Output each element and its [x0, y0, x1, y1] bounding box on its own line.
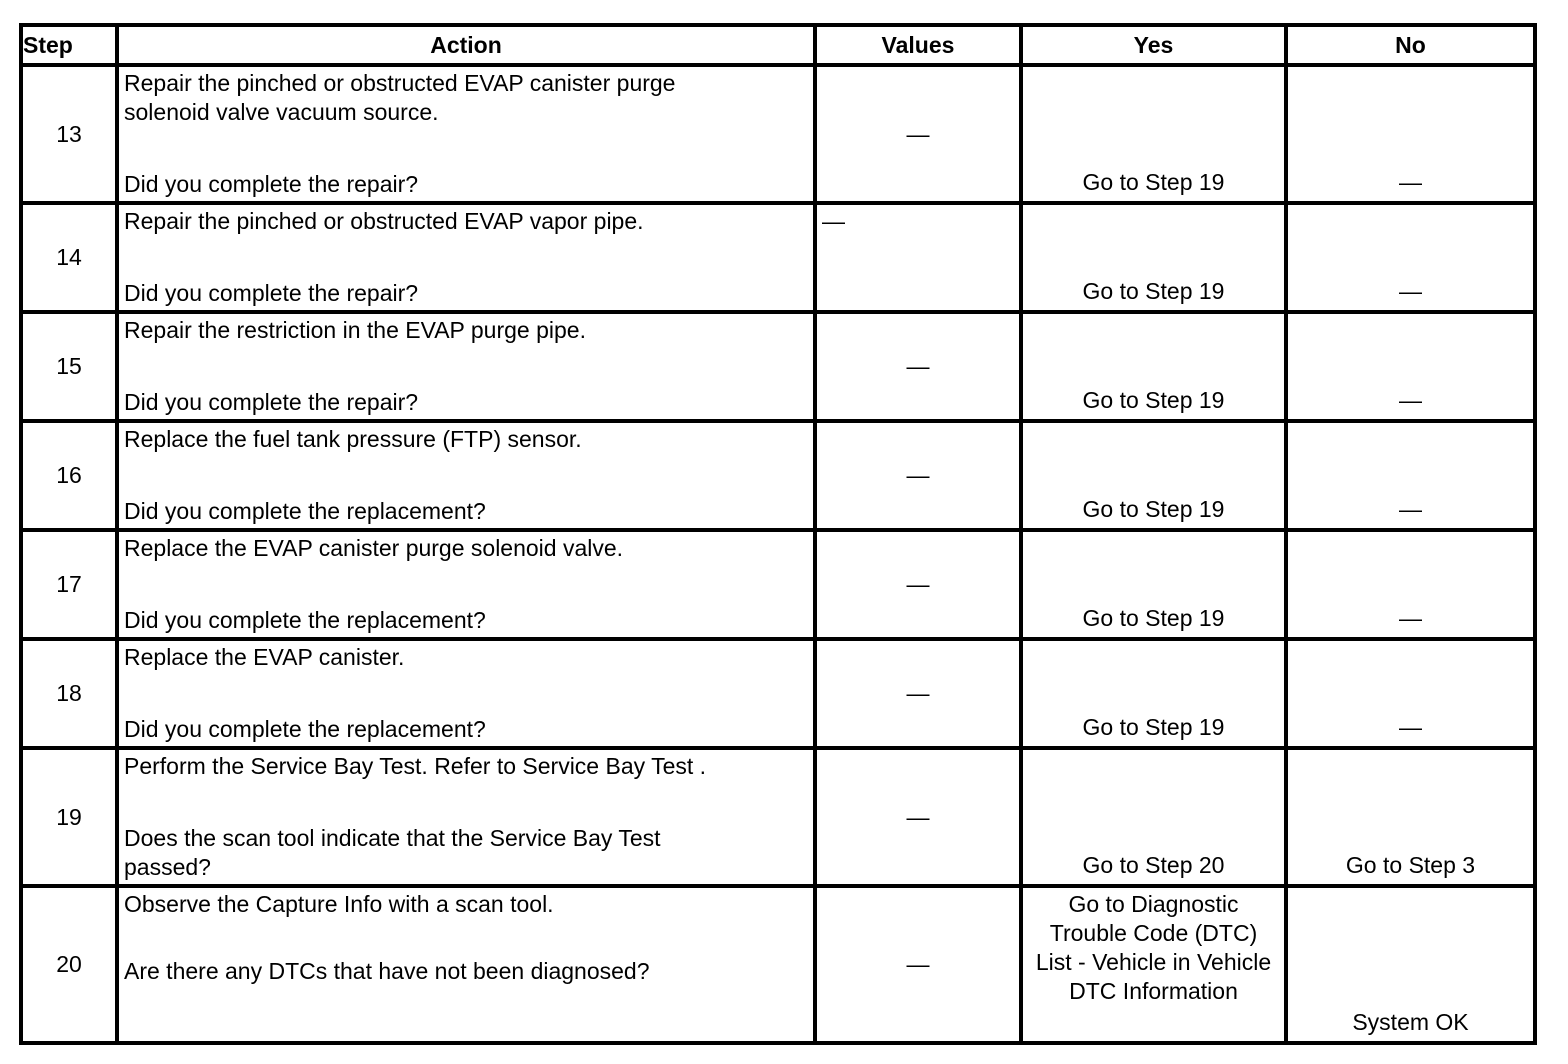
table-row [21, 421, 1535, 530]
no-cell [1286, 421, 1535, 530]
yes-cell [1021, 312, 1286, 421]
step-number: 15 [21, 312, 117, 421]
yes-cell [1021, 748, 1286, 886]
action-text: Replace the fuel tank pressure (FTP) sensor. [124, 426, 582, 452]
yes-link[interactable]: Go to Step 19 [1082, 605, 1225, 631]
yes-link[interactable]: Go to Step 19 [1082, 387, 1225, 413]
no-cell [1286, 312, 1535, 421]
table-row [21, 312, 1535, 421]
no-cell [1286, 748, 1535, 886]
yes-link[interactable]: Go to Diagnostic Trouble Code (DTC) List - Vehicle in Vehicle DTC Information [1035, 891, 1272, 1004]
no-text: System OK [1352, 1009, 1469, 1035]
table-row [21, 530, 1535, 639]
step-number: 14 [21, 203, 117, 312]
header-action: Action [117, 25, 815, 65]
action-question: Did you complete the replacement? [124, 607, 486, 633]
no-cell [1286, 65, 1535, 203]
action-text: Repair the pinched or obstructed EVAP vapor pipe. [124, 208, 644, 234]
action-cell [117, 886, 815, 1043]
action-text: Replace the EVAP canister purge solenoid valve. [124, 535, 624, 561]
step-number: 19 [21, 748, 117, 886]
no-text: — [1399, 169, 1422, 195]
yes-cell [1021, 639, 1286, 748]
action-cell [117, 312, 815, 421]
no-text: — [1399, 496, 1422, 522]
header-step: Step [21, 25, 117, 65]
no-text: — [1399, 278, 1422, 304]
header-values: Values [815, 25, 1021, 65]
no-cell [1286, 203, 1535, 312]
no-cell [1286, 530, 1535, 639]
action-cell [117, 65, 815, 203]
action-question: Did you complete the repair? [124, 389, 419, 415]
table-row [21, 65, 1535, 203]
action-cell [117, 530, 815, 639]
header-row [21, 25, 1535, 65]
action-text: Repair the restriction in the EVAP purge pipe. [124, 317, 586, 343]
action-question: Does the scan tool indicate that the Service Bay Test passed? [124, 825, 661, 880]
action-cell [117, 421, 815, 530]
table-row [21, 886, 1535, 1043]
action-text: Repair the pinched or obstructed EVAP canister purge solenoid valve vacuum source. [124, 70, 676, 125]
values-cell: — [815, 312, 1021, 421]
yes-cell [1021, 65, 1286, 203]
action-cell [117, 639, 815, 748]
action-question: Did you complete the repair? [124, 280, 419, 306]
step-number: 13 [21, 65, 117, 203]
action-question: Did you complete the replacement? [124, 716, 486, 742]
step-number: 20 [21, 886, 117, 1043]
yes-cell [1021, 421, 1286, 530]
table-row [21, 203, 1535, 312]
table-row [21, 748, 1535, 886]
values-cell: — [815, 65, 1021, 203]
values-cell: — [815, 886, 1021, 1043]
action-cell [117, 748, 815, 886]
no-text: — [1399, 605, 1422, 631]
table-row [21, 639, 1535, 748]
step-number: 16 [21, 421, 117, 530]
yes-cell [1021, 886, 1286, 1043]
no-text: — [1399, 714, 1422, 740]
header-yes: Yes [1021, 25, 1286, 65]
action-question: Did you complete the repair? [124, 171, 419, 197]
header-no: No [1286, 25, 1535, 65]
no-cell [1286, 886, 1535, 1043]
action-text: Replace the EVAP canister. [124, 644, 405, 670]
no-text: — [1399, 387, 1422, 413]
no-cell [1286, 639, 1535, 748]
action-question: Are there any DTCs that have not been diagnosed? [124, 958, 650, 984]
diagnostic-table [19, 23, 1537, 1045]
action-text: Perform the Service Bay Test. Refer to Service Bay Test . [124, 753, 707, 779]
action-cell [117, 203, 815, 312]
values-cell: — [815, 421, 1021, 530]
yes-link[interactable]: Go to Step 19 [1082, 714, 1225, 740]
step-number: 17 [21, 530, 117, 639]
yes-link[interactable]: Go to Step 19 [1082, 496, 1225, 522]
yes-cell [1021, 530, 1286, 639]
action-question: Did you complete the replacement? [124, 498, 486, 524]
values-cell: — [815, 639, 1021, 748]
yes-cell [1021, 203, 1286, 312]
values-cell: — [815, 748, 1021, 886]
action-text: Observe the Capture Info with a scan tool. [124, 891, 554, 917]
yes-link[interactable]: Go to Step 20 [1082, 852, 1225, 878]
step-number: 18 [21, 639, 117, 748]
values-cell: — [815, 203, 1021, 312]
values-cell: — [815, 530, 1021, 639]
no-link[interactable]: Go to Step 3 [1345, 852, 1476, 878]
yes-link[interactable]: Go to Step 19 [1082, 278, 1225, 304]
yes-link[interactable]: Go to Step 19 [1082, 169, 1225, 195]
